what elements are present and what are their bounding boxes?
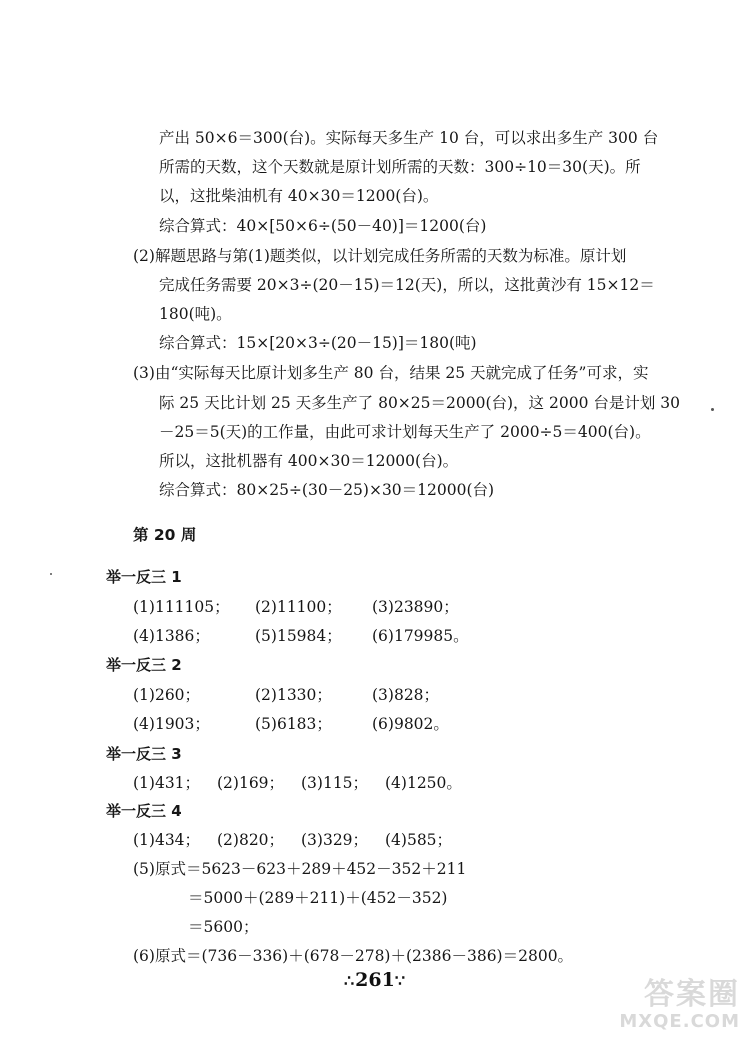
answer: (1)111105； <box>133 598 230 616</box>
exercise-title: 举一反三 2 <box>106 656 182 674</box>
exercise-title: 举一反三 1 <box>106 568 182 586</box>
text-line: 际 25 天比计划 25 天多生产了 80×25＝2000(台)，这 2000 台是计划 30 <box>159 394 681 412</box>
answer: (5)6183； <box>255 715 332 733</box>
watermark-url: MXQE.COM <box>619 1011 740 1032</box>
text-line: －25＝5(天)的工作量，由此可求计划每天生产了 2000÷5＝400(台)。 <box>159 423 651 441</box>
answer: (1)434； <box>133 831 201 849</box>
answer: (6)179985。 <box>372 627 469 645</box>
answer: (1)260； <box>133 686 201 704</box>
text-line: 180(吨)。 <box>159 305 232 323</box>
answer: (2)1330； <box>255 686 332 704</box>
answer-row <box>133 597 533 617</box>
answer-row <box>133 626 533 646</box>
calculation-line: ＝5600； <box>188 918 259 936</box>
answer-row <box>133 685 533 705</box>
page-number-value: 261 <box>355 969 395 991</box>
week-title: 第 20 周 <box>133 526 197 544</box>
answer: (2)169； <box>217 774 285 792</box>
page-ornament-right: ∵ <box>394 971 407 990</box>
answer: (5)15984； <box>255 627 342 645</box>
answer: (1)431； <box>133 774 201 792</box>
answer: (3)23890； <box>372 598 459 616</box>
answer: (4)1386； <box>133 627 210 645</box>
text-line: 以，这批柴油机有 40×30＝1200(台)。 <box>159 187 439 205</box>
exercise-title: 举一反三 4 <box>106 802 182 820</box>
formula-line: 综合算式：80×25÷(30－25)×30＝12000(台) <box>159 481 495 499</box>
text-line: 产出 50×6＝300(台)。实际每天多生产 10 台，可以求出多生产 300 台 <box>159 129 659 147</box>
answer: (3)828； <box>372 686 440 704</box>
calculation-line: ＝5000＋(289＋211)＋(452－352) <box>188 889 448 907</box>
text-line: (3)由“实际每天比原计划多生产 80 台，结果 25 天就完成了任务”可求，实 <box>133 364 649 382</box>
exercise-title: 举一反三 3 <box>106 745 182 763</box>
answer: (3)329； <box>301 831 369 849</box>
calculation-line: (5)原式＝5623－623＋289＋452－352＋211 <box>133 860 467 878</box>
answer: (2)820； <box>217 831 285 849</box>
text-line: 完成任务需要 20×3÷(20－15)＝12(天)，所以，这批黄沙有 15×12＝ <box>159 276 655 294</box>
text-line: 所以，这批机器有 400×30＝12000(台)。 <box>159 452 459 470</box>
formula-line: 综合算式：15×[20×3÷(20－15)]＝180(吨) <box>159 334 477 352</box>
calculation-line: (6)原式＝(736－336)＋(678－278)＋(2386－386)＝2800。 <box>133 947 574 965</box>
answer: (4)1250。 <box>385 774 462 792</box>
scan-speck <box>711 408 714 411</box>
formula-line: 综合算式：40×[50×6÷(50－40)]＝1200(台) <box>159 217 487 235</box>
answer: (4)585； <box>385 831 453 849</box>
answer-row <box>133 830 533 850</box>
answer: (3)115； <box>301 774 369 792</box>
text-line: (2)解题思路与第(1)题类似，以计划完成任务所需的天数为标准。原计划 <box>133 247 627 265</box>
watermark-logo <box>600 979 740 1043</box>
watermark-text: 答案圈 <box>644 977 740 1012</box>
page-ornament-left: ∴ <box>343 971 356 990</box>
answer: (2)11100； <box>255 598 342 616</box>
answer-row <box>133 714 533 734</box>
scan-speck <box>50 573 52 575</box>
answer: (6)9802。 <box>372 715 449 733</box>
text-line: 所需的天数，这个天数就是原计划所需的天数：300÷10＝30(天)。所 <box>159 158 641 176</box>
answer: (4)1903； <box>133 715 210 733</box>
answer-row <box>133 773 533 793</box>
